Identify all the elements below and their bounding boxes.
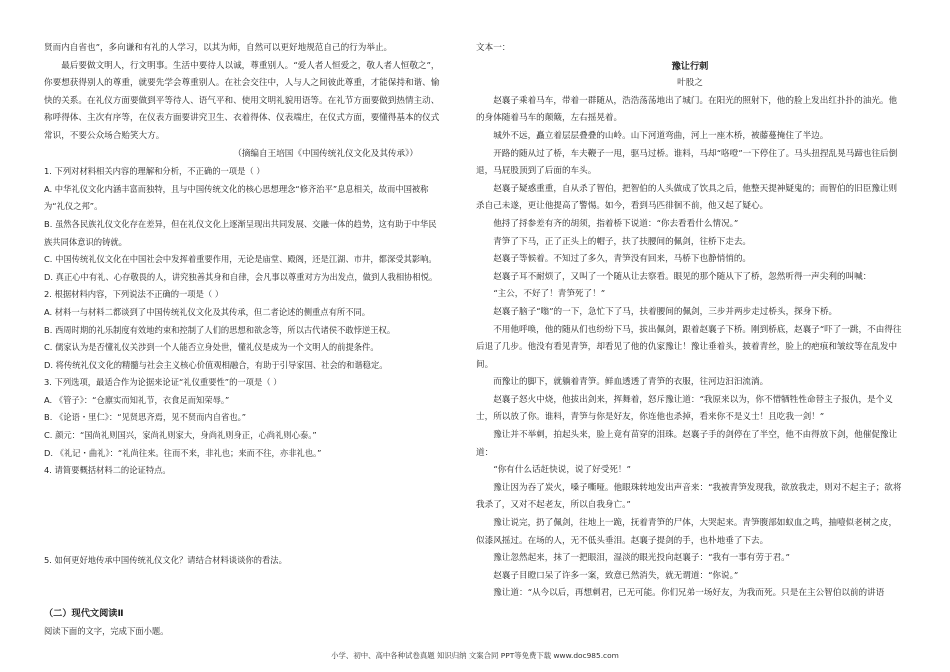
story-paragraph: 豫让忽然起来，抹了一把眼泪，湿淡的眼光投向赵襄子：“我有一事有劳于君。” bbox=[493, 553, 790, 564]
story-paragraph: 豫让因为吞了炭火，嗓子嘶哑。他眼珠转地发出声音来：“我被青笋发现我，欲放我走，则对不起主子；欲将我杀了，又对不起老友，所以自我身亡。” bbox=[476, 482, 902, 511]
story-paragraph: 豫让道：“从今以后，再想刺君，已无可能。你们兄弟一场好友，为我而死。只是在主公智伯以前的讲语 bbox=[493, 588, 885, 599]
intro-paragraph-2: 最后要做文明人，行文明事。生活中要待人以诚，尊重别人。“爱人者人恒爱之，敬人者人恒敬之”，你要想获得别人的尊重，就要先学会尊重别人。在社会交往中，人与人之间彼此尊重，才能保持和谐、愉快的关系。在礼仪方面要做到平等待人、语气平和、使用文明礼貌用语等。在礼节方面要做到热情主动、称呼得体、主次有序等，在仪表方面要讲究卫生、衣着得体、仪表端庄，在仪式方面，要懂得基本的仪式常识，不要公众场合贻笑大方。 bbox=[44, 60, 440, 141]
q2-option-b: B. 西周时期的礼乐制度有效地约束和控制了人们的思想和欲念等，所以古代诸侯不敢悖逆王权。 bbox=[44, 324, 396, 335]
question-2: 2. 根据材料内容，下列说法不正确的一项是（ ） bbox=[44, 289, 224, 300]
section-instructions: 阅读下面的文字，完成下面小题。 bbox=[44, 626, 169, 637]
q3-option-c: C. 颜元：“国尚礼则国兴，家尚礼则家大，身尚礼则身正，心尚礼则心泰。” bbox=[44, 430, 317, 441]
story-paragraph: 青笋了下马，正了正头上的帽子，扶了扶腰间的佩剑，往桥下走去。 bbox=[493, 236, 752, 247]
q3-option-d: D. 《礼记・曲礼》：“礼尚往来。往而不来，非礼也；来而不往，亦非礼也。” bbox=[44, 447, 322, 458]
q3-option-b: B. 《论语・里仁》：“见贤思齐焉，见不贤而内自省也。” bbox=[44, 412, 247, 423]
question-3: 3. 下列选项，最适合作为论据来论证“礼仪重要性”的一项是（ ） bbox=[44, 377, 282, 388]
q1-option-b: B. 虽然各民族礼仪文化存在差异，但在礼仪文化上逐渐呈现出共同发展、交融一体的趋势，这有助于中华民族共同体意识的铸就。 bbox=[44, 218, 437, 247]
question-4: 4. 请简要概括材料二的论证特点。 bbox=[44, 465, 171, 476]
q2-option-c: C. 儒家认为是否懂礼仪关涉到一个人能否立身处世，懂礼仪是成为一个文明人的前提条件。 bbox=[44, 342, 379, 353]
story-paragraph: 赵襄子怒火中烧，他拔出剑来，挥舞着，怒斥豫让道：“我原来以为，你不惜牺牲性命替主子报仇，是个义士，所以放了你。谁料，青笋与你是好友，你连他也杀掉，看来你不是义士！且吃我一剑！” bbox=[476, 394, 893, 423]
story-title: 豫让行刺 bbox=[671, 60, 709, 72]
story-paragraph: “你有什么话赶快说，说了好受死！” bbox=[493, 465, 631, 476]
q2-option-d: D. 将传统礼仪文化的精髓与社会主义核心价值观相融合，有助于引导家国、社会的和谐稳定。 bbox=[44, 359, 388, 370]
story-paragraph: 赵襄子脑子“嗡”的一下，急忙下了马，扶着腰间的佩剑，三步并两步走过桥头，探身下桥。 bbox=[493, 306, 838, 317]
text-label: 文本一： bbox=[476, 43, 511, 53]
story-paragraph: 豫让说完，扔了佩剑，往地上一跪，抚着青笋的尸体，大哭起来。青笋腹部如蚁血之鸣，抽噎似老树之皮，似漆风摇过。在场的人，无不低头垂泪。赵襄子提剑的手，也朴地垂了下去。 bbox=[476, 518, 898, 546]
q1-option-d: D. 真正心中有礼、心存敬畏的人，讲究独善其身和自律，会凡事以尊重对方为出发点，做到人我相协相悦。 bbox=[44, 271, 438, 282]
story-paragraph: 开路的随从过了桥，车夫鞭子一甩，驱马过桥。谁料，马却“咯噔”一下停住了。马头扭捏乱晃马蹄也往后倒退，马屁股顶到了后面的车头。 bbox=[476, 148, 898, 177]
right-column bbox=[476, 40, 904, 603]
page-footer: 小学、初中、高中各种试卷真题 知识归纳 文案合同 PPT等免费下载 www.doc985.com bbox=[331, 651, 619, 660]
q1-option-a: A. 中华礼仪文化内涵丰富而独特，且与中国传统文化的核心思想理念“修齐治平”息息相关，故而中国被称为“礼仪之邦”。 bbox=[44, 183, 429, 212]
story-paragraph: 赵襄子乘着马车，带着一群随从，浩浩荡荡地出了城门。在阳光的照射下，他的脸上发出红扑扑的油光。他的身体随着马车的颠簸，左右摇晃着。 bbox=[476, 95, 898, 124]
story-paragraph: 他捋了捋参差有齐的胡须，指着桥下说道：“你去看看什么情况。” bbox=[493, 218, 739, 229]
question-5: 5. 如何更好地传承中国传统礼仪文化？请结合材料谈谈你的看法。 bbox=[44, 554, 287, 565]
section-heading: （二）现代文阅读Ⅱ bbox=[44, 608, 124, 620]
story-paragraph: 不用他呼唤，他的随从们也纷纷下马，拔出佩剑，跟着赵襄子下桥。刚到桥底，赵襄子“吓了一跳，不由得往后退了几步。他没有看见青笋，却看见了他的仇家豫让！豫让垂着头，披着青丝，脸上的疤痕和皱纹等在乱发中间。 bbox=[476, 324, 902, 370]
intro-paragraph-1: 贤而内自省也”，多向谦和有礼的人学习，以其为师，自然可以更好地规范自己的行为举止。 bbox=[44, 43, 393, 53]
answer-space bbox=[44, 569, 440, 599]
story-paragraph: 赵襄子耳不耐烦了，又叫了一个随从让去察看。眼见的那个随从下了桥，忽然听得一声尖利的叫喊： bbox=[493, 271, 872, 282]
left-column bbox=[44, 40, 440, 641]
story-paragraph: 城外不远，矗立着层层叠叠的山岭。山下河道弯曲，河上一座木桥，被藤蔓掩住了半边。 bbox=[493, 130, 829, 141]
story-paragraph: 而豫让的脚下，就躺着青笋。鲜血透透了青笋的衣服，往河边汩汩流淌。 bbox=[493, 377, 769, 388]
story-paragraph: 赵襄子疑惑重重，自从杀了智伯，把智伯的人头做成了饮具之后，他整天提神疑鬼的；而智伯的旧臣豫让则杀自己未遂，更让他提高了警惕。如今，看到马匹徘徊不前，他又起了疑心。 bbox=[476, 183, 898, 212]
source-citation: （摘编自王培国《中国传统礼仪文化及其传承》） bbox=[233, 148, 418, 159]
q3-option-a: A. 《管子》：“仓廪实而知礼节，衣食足而知荣辱。” bbox=[44, 394, 230, 405]
q1-option-c: C. 中国传统礼仪文化在中国社会中发挥着重要作用，无论是庙堂、殿阁，还是江湖、市井，都深受其影响。 bbox=[44, 254, 437, 265]
answer-space bbox=[44, 480, 440, 552]
question-1: 1. 下列对材料相关内容的理解和分析，不正确的一项是（ ） bbox=[44, 166, 265, 177]
q2-option-a: A. 材料一与材料二都谈到了中国传统礼仪文化及其传承，但二者论述的侧重点有所不同。 bbox=[44, 306, 371, 317]
story-paragraph: 赵襄子等候着。不知过了多久，青笋没有回来，马桥下也静悄悄的。 bbox=[493, 254, 752, 265]
story-paragraph: “主公，不好了！青笋死了！” bbox=[493, 289, 606, 300]
story-author: 叶股之 bbox=[677, 78, 703, 89]
story-paragraph: 豫让并不举刺，拍起头来，脸上竟有苗穿的泪珠。赵襄子手的剑停在了半空，他不由得放下剑，他催促豫让道： bbox=[476, 430, 898, 458]
story-paragraph: 赵襄子目瞪口呆了许多一案，致意已然消失，就无谓道：“你说。” bbox=[493, 570, 739, 581]
